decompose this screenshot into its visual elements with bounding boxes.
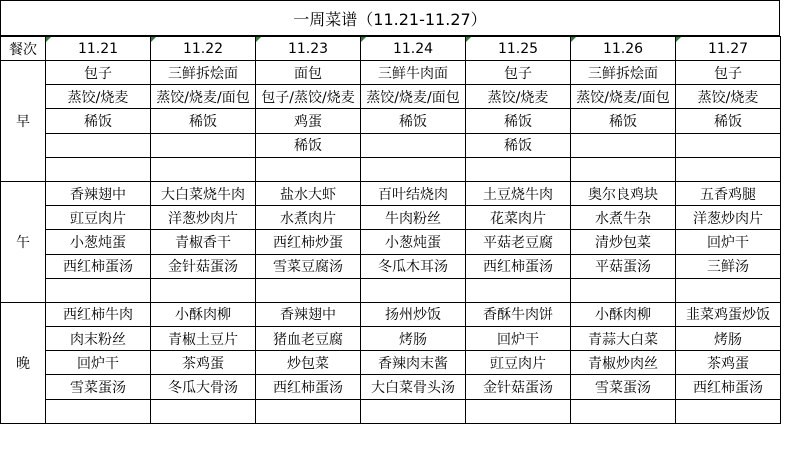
dish-cell: 香辣肉末酱	[361, 351, 466, 375]
meal-label: 早	[1, 61, 46, 182]
menu-row	[1, 254, 781, 278]
dish-cell: 炒包菜	[256, 351, 361, 375]
dish-cell	[46, 157, 151, 181]
dish-cell	[46, 133, 151, 157]
dish-cell: 平菇老豆腐	[466, 230, 571, 254]
dish-cell: 小葱炖蛋	[361, 230, 466, 254]
dish-cell: 西红柿牛肉	[46, 302, 151, 326]
dish-cell	[466, 157, 571, 181]
dish-cell: 蒸饺/烧麦/面包	[571, 85, 676, 109]
dish-cell	[256, 278, 361, 302]
dish-cell: 包子	[46, 61, 151, 85]
dish-cell: 蒸饺/烧麦/面包	[361, 85, 466, 109]
dish-cell: 清炒包菜	[571, 230, 676, 254]
dish-cell: 三鲜拆烩面	[151, 61, 256, 85]
dish-cell	[151, 133, 256, 157]
header-date: 11.27	[676, 37, 781, 61]
dish-cell: 小酥肉柳	[571, 302, 676, 326]
dish-cell: 盐水大虾	[256, 181, 361, 205]
dish-cell	[46, 278, 151, 302]
dish-cell: 青椒香干	[151, 230, 256, 254]
header-date: 11.22	[151, 37, 256, 61]
menu-row	[1, 375, 781, 399]
dish-cell: 韭菜鸡蛋炒饭	[676, 302, 781, 326]
header-meal-col: 餐次	[1, 37, 46, 61]
dish-cell	[571, 399, 676, 423]
header-date: 11.23	[256, 37, 361, 61]
dish-cell: 豇豆肉片	[46, 206, 151, 230]
dish-cell: 小酥肉柳	[151, 302, 256, 326]
dish-cell: 大白菜骨头汤	[361, 375, 466, 399]
dish-cell: 西红柿蛋汤	[256, 375, 361, 399]
dish-cell: 西红柿炒蛋	[256, 230, 361, 254]
dish-cell: 冬瓜木耳汤	[361, 254, 466, 278]
dish-cell	[571, 157, 676, 181]
dish-cell: 冬瓜大骨汤	[151, 375, 256, 399]
dish-cell: 奥尔良鸡块	[571, 181, 676, 205]
dish-cell: 回炉干	[466, 327, 571, 351]
dish-cell: 水煮牛杂	[571, 206, 676, 230]
dish-cell	[361, 133, 466, 157]
dish-cell: 猪血老豆腐	[256, 327, 361, 351]
dish-cell: 烤肠	[676, 327, 781, 351]
dish-cell: 青椒炒肉丝	[571, 351, 676, 375]
dish-cell: 青椒土豆片	[151, 327, 256, 351]
dish-cell	[151, 399, 256, 423]
header-date: 11.21	[46, 37, 151, 61]
dish-cell: 稀饭	[466, 133, 571, 157]
dish-cell: 稀饭	[466, 109, 571, 133]
dish-cell	[571, 278, 676, 302]
menu-row	[1, 230, 781, 254]
dish-cell	[361, 157, 466, 181]
dish-cell: 五香鸡腿	[676, 181, 781, 205]
menu-row	[1, 327, 781, 351]
dish-cell: 花菜肉片	[466, 206, 571, 230]
dish-cell	[676, 157, 781, 181]
dish-cell: 烤肠	[361, 327, 466, 351]
menu-row	[1, 278, 781, 302]
dish-cell: 三鲜拆烩面	[571, 61, 676, 85]
menu-table-body	[1, 37, 781, 424]
header-date: 11.25	[466, 37, 571, 61]
header-date: 11.24	[361, 37, 466, 61]
menu-row	[1, 61, 781, 85]
dish-cell: 肉末粉丝	[46, 327, 151, 351]
dish-cell: 金针菇蛋汤	[466, 375, 571, 399]
dish-cell: 稀饭	[151, 109, 256, 133]
dish-cell: 香辣翅中	[46, 181, 151, 205]
dish-cell	[466, 278, 571, 302]
dish-cell: 香辣翅中	[256, 302, 361, 326]
dish-cell: 包子/蒸饺/烧麦	[256, 85, 361, 109]
menu-row	[1, 351, 781, 375]
dish-cell: 金针菇蛋汤	[151, 254, 256, 278]
dish-cell: 青蒜大白菜	[571, 327, 676, 351]
meal-label: 晚	[1, 302, 46, 423]
dish-cell	[571, 133, 676, 157]
dish-cell: 西红柿蛋汤	[676, 375, 781, 399]
dish-cell: 蒸饺/烧麦	[676, 85, 781, 109]
dish-cell: 百叶结烧肉	[361, 181, 466, 205]
dish-cell: 牛肉粉丝	[361, 206, 466, 230]
dish-cell: 茶鸡蛋	[676, 351, 781, 375]
dish-cell: 稀饭	[676, 109, 781, 133]
dish-cell	[151, 157, 256, 181]
dish-cell	[676, 133, 781, 157]
dish-cell: 稀饭	[256, 133, 361, 157]
dish-cell: 蒸饺/烧麦	[466, 85, 571, 109]
dish-cell: 西红柿蛋汤	[46, 254, 151, 278]
dish-cell: 鸡蛋	[256, 109, 361, 133]
dish-cell: 豇豆肉片	[466, 351, 571, 375]
menu-table	[0, 36, 781, 424]
dish-cell: 西红柿蛋汤	[466, 254, 571, 278]
dish-cell: 雪菜蛋汤	[46, 375, 151, 399]
dish-cell	[361, 278, 466, 302]
menu-row	[1, 85, 781, 109]
dish-cell	[256, 157, 361, 181]
dish-cell: 回炉干	[46, 351, 151, 375]
dish-cell: 稀饭	[361, 109, 466, 133]
dish-cell	[151, 278, 256, 302]
dish-cell: 三鲜汤	[676, 254, 781, 278]
dish-cell	[46, 399, 151, 423]
dish-cell: 水煮肉片	[256, 206, 361, 230]
menu-row	[1, 133, 781, 157]
menu-row	[1, 181, 781, 205]
dish-cell	[256, 399, 361, 423]
menu-row	[1, 399, 781, 423]
page-title: 一周菜谱（11.21-11.27）	[0, 0, 780, 36]
dish-cell: 茶鸡蛋	[151, 351, 256, 375]
dish-cell: 香酥牛肉饼	[466, 302, 571, 326]
dish-cell: 大白菜烧牛肉	[151, 181, 256, 205]
dish-cell: 稀饭	[571, 109, 676, 133]
menu-row	[1, 109, 781, 133]
dish-cell: 包子	[676, 61, 781, 85]
dish-cell: 蒸饺/烧麦	[46, 85, 151, 109]
dish-cell: 回炉干	[676, 230, 781, 254]
dish-cell: 扬州炒饭	[361, 302, 466, 326]
dish-cell	[676, 278, 781, 302]
dish-cell: 雪菜豆腐汤	[256, 254, 361, 278]
header-date: 11.26	[571, 37, 676, 61]
dish-cell: 小葱炖蛋	[46, 230, 151, 254]
dish-cell: 稀饭	[46, 109, 151, 133]
dish-cell: 蒸饺/烧麦/面包	[151, 85, 256, 109]
menu-row	[1, 206, 781, 230]
dish-cell: 雪菜蛋汤	[571, 375, 676, 399]
dish-cell	[466, 399, 571, 423]
meal-label: 午	[1, 181, 46, 302]
header-row	[1, 37, 781, 61]
dish-cell: 土豆烧牛肉	[466, 181, 571, 205]
dish-cell: 平菇蛋汤	[571, 254, 676, 278]
dish-cell: 三鲜牛肉面	[361, 61, 466, 85]
dish-cell: 包子	[466, 61, 571, 85]
menu-row	[1, 302, 781, 326]
dish-cell	[361, 399, 466, 423]
menu-row	[1, 157, 781, 181]
dish-cell: 洋葱炒肉片	[676, 206, 781, 230]
dish-cell	[676, 399, 781, 423]
dish-cell: 面包	[256, 61, 361, 85]
dish-cell: 洋葱炒肉片	[151, 206, 256, 230]
